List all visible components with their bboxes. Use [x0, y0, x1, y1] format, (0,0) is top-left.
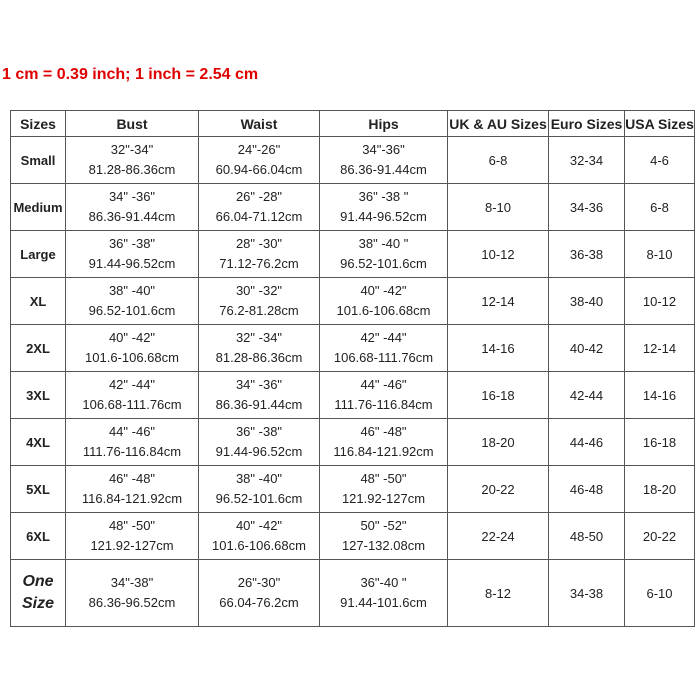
table-row	[11, 184, 695, 231]
hips-inches: 48" -50"	[360, 471, 407, 486]
bust-inches: 48" -50"	[108, 518, 156, 533]
hips-inches: 40" -42"	[360, 283, 407, 298]
waist-inches: 34" -36"	[235, 377, 283, 392]
size-name-cell: Small	[11, 137, 66, 184]
bust-centimeters: 86.36-96.52cm	[88, 595, 176, 610]
usa-size-cell: 20-22	[625, 513, 695, 560]
bust-inches: 42" -44"	[108, 377, 156, 392]
table-row	[11, 278, 695, 325]
usa-size-cell: 18-20	[625, 466, 695, 513]
header-uk-au-sizes: UK & AU Sizes	[448, 111, 549, 137]
unit-conversion-note: 1 cm = 0.39 inch; 1 inch = 2.54 cm	[2, 66, 259, 83]
size-name-cell: 5XL	[11, 466, 66, 513]
hips-inches: 42" -44"	[360, 330, 407, 345]
bust-centimeters: 101.6-106.68cm	[85, 350, 179, 365]
header-waist: Waist	[199, 111, 320, 137]
waist-cell	[199, 372, 320, 419]
bust-inches: 32"-34"	[110, 142, 154, 157]
uk-au-size-cell: 16-18	[448, 372, 549, 419]
size-chart-table	[10, 110, 695, 627]
bust-centimeters: 86.36-91.44cm	[88, 209, 176, 224]
usa-size-cell: 12-14	[625, 325, 695, 372]
hips-cell	[320, 278, 448, 325]
bust-centimeters: 116.84-121.92cm	[81, 491, 183, 506]
waist-centimeters: 66.04-76.2cm	[219, 595, 299, 610]
bust-inches: 38" -40"	[108, 283, 156, 298]
hips-centimeters: 121.92-127cm	[341, 491, 426, 506]
waist-inches: 26"-30"	[237, 575, 281, 590]
uk-au-size-cell: 22-24	[448, 513, 549, 560]
hips-centimeters: 91.44-96.52cm	[340, 209, 427, 224]
uk-au-size-cell: 20-22	[448, 466, 549, 513]
hips-cell	[320, 137, 448, 184]
bust-cell	[66, 466, 199, 513]
waist-cell	[199, 513, 320, 560]
hips-centimeters: 101.6-106.68cm	[336, 303, 431, 318]
bust-inches: 34"-38"	[110, 575, 154, 590]
bust-centimeters: 91.44-96.52cm	[88, 256, 176, 271]
waist-centimeters: 60.94-66.04cm	[215, 162, 303, 177]
hips-inches: 36" -38 "	[358, 189, 409, 204]
hips-centimeters: 96.52-101.6cm	[340, 256, 427, 271]
waist-centimeters: 71.12-76.2cm	[219, 256, 299, 271]
bust-cell	[66, 278, 199, 325]
hips-inches: 38" -40 "	[358, 236, 409, 251]
uk-au-size-cell: 14-16	[448, 325, 549, 372]
euro-size-cell: 48-50	[549, 513, 625, 560]
header-usa-sizes: USA Sizes	[625, 111, 695, 137]
bust-centimeters: 111.76-116.84cm	[82, 444, 182, 459]
hips-centimeters: 91.44-101.6cm	[340, 595, 427, 610]
hips-cell	[320, 466, 448, 513]
waist-cell	[199, 325, 320, 372]
waist-centimeters: 91.44-96.52cm	[215, 444, 303, 459]
usa-size-cell: 16-18	[625, 419, 695, 466]
waist-cell	[199, 137, 320, 184]
waist-centimeters: 101.6-106.68cm	[212, 538, 306, 553]
table-row	[11, 466, 695, 513]
waist-cell	[199, 560, 320, 627]
hips-cell	[320, 419, 448, 466]
waist-inches: 36" -38"	[235, 424, 283, 439]
waist-cell	[199, 419, 320, 466]
table-row	[11, 419, 695, 466]
bust-cell	[66, 325, 199, 372]
usa-size-cell: 6-8	[625, 184, 695, 231]
uk-au-size-cell: 18-20	[448, 419, 549, 466]
euro-size-cell: 34-38	[549, 560, 625, 627]
waist-centimeters: 96.52-101.6cm	[215, 491, 303, 506]
uk-au-size-cell: 10-12	[448, 231, 549, 278]
bust-cell	[66, 184, 199, 231]
waist-centimeters: 86.36-91.44cm	[215, 397, 303, 412]
size-name-cell: 6XL	[11, 513, 66, 560]
uk-au-size-cell: 12-14	[448, 278, 549, 325]
hips-centimeters: 86.36-91.44cm	[340, 162, 427, 177]
waist-cell	[199, 184, 320, 231]
usa-size-cell: 10-12	[625, 278, 695, 325]
bust-inches: 40" -42"	[108, 330, 156, 345]
waist-centimeters: 76.2-81.28cm	[219, 303, 299, 318]
table-row	[11, 137, 695, 184]
bust-cell	[66, 137, 199, 184]
waist-centimeters: 81.28-86.36cm	[215, 350, 303, 365]
table-row	[11, 231, 695, 278]
waist-inches: 40" -42"	[235, 518, 283, 533]
hips-inches: 36"-40 "	[360, 575, 407, 590]
hips-cell	[320, 325, 448, 372]
waist-inches: 30" -32"	[235, 283, 283, 298]
hips-centimeters: 111.76-116.84cm	[334, 397, 433, 412]
hips-inches: 50" -52"	[360, 518, 407, 533]
bust-centimeters: 81.28-86.36cm	[88, 162, 176, 177]
euro-size-cell: 32-34	[549, 137, 625, 184]
uk-au-size-cell: 8-10	[448, 184, 549, 231]
table-row	[11, 513, 695, 560]
waist-centimeters: 66.04-71.12cm	[215, 209, 303, 224]
header-row	[11, 111, 695, 137]
uk-au-size-cell: 6-8	[448, 137, 549, 184]
size-name-cell: One Size	[11, 560, 66, 627]
euro-size-cell: 42-44	[549, 372, 625, 419]
hips-cell	[320, 231, 448, 278]
waist-inches: 32" -34"	[235, 330, 283, 345]
table-row	[11, 560, 695, 627]
size-name-cell: Large	[11, 231, 66, 278]
header-bust: Bust	[66, 111, 199, 137]
bust-inches: 46" -48"	[108, 471, 156, 486]
usa-size-cell: 6-10	[625, 560, 695, 627]
waist-cell	[199, 466, 320, 513]
bust-inches: 36" -38"	[108, 236, 156, 251]
size-name-cell: 3XL	[11, 372, 66, 419]
table-row	[11, 325, 695, 372]
euro-size-cell: 40-42	[549, 325, 625, 372]
bust-cell	[66, 231, 199, 278]
bust-centimeters: 121.92-127cm	[90, 538, 174, 553]
waist-inches: 28" -30"	[235, 236, 283, 251]
size-name-cell: XL	[11, 278, 66, 325]
hips-cell	[320, 513, 448, 560]
size-name-cell: Medium	[11, 184, 66, 231]
euro-size-cell: 34-36	[549, 184, 625, 231]
bust-inches: 44" -46"	[108, 424, 156, 439]
size-name-cell: 2XL	[11, 325, 66, 372]
euro-size-cell: 44-46	[549, 419, 625, 466]
header-hips: Hips	[320, 111, 448, 137]
euro-size-cell: 46-48	[549, 466, 625, 513]
bust-cell	[66, 372, 199, 419]
hips-inches: 46" -48"	[360, 424, 407, 439]
hips-cell	[320, 372, 448, 419]
bust-centimeters: 96.52-101.6cm	[88, 303, 176, 318]
header-euro-sizes: Euro Sizes	[549, 111, 625, 137]
header-sizes: Sizes	[11, 111, 66, 137]
bust-cell	[66, 560, 199, 627]
hips-cell	[320, 560, 448, 627]
hips-cell	[320, 184, 448, 231]
waist-inches: 38" -40"	[235, 471, 283, 486]
hips-centimeters: 116.84-121.92cm	[333, 444, 434, 459]
waist-cell	[199, 231, 320, 278]
uk-au-size-cell: 8-12	[448, 560, 549, 627]
usa-size-cell: 4-6	[625, 137, 695, 184]
hips-centimeters: 127-132.08cm	[341, 538, 426, 553]
size-name-cell: 4XL	[11, 419, 66, 466]
bust-centimeters: 106.68-111.76cm	[82, 397, 182, 412]
hips-inches: 44" -46"	[360, 377, 407, 392]
waist-inches: 24"-26"	[237, 142, 281, 157]
waist-inches: 26" -28"	[235, 189, 283, 204]
bust-inches: 34" -36"	[108, 189, 156, 204]
usa-size-cell: 8-10	[625, 231, 695, 278]
hips-centimeters: 106.68-111.76cm	[333, 350, 434, 365]
bust-cell	[66, 513, 199, 560]
usa-size-cell: 14-16	[625, 372, 695, 419]
waist-cell	[199, 278, 320, 325]
euro-size-cell: 36-38	[549, 231, 625, 278]
euro-size-cell: 38-40	[549, 278, 625, 325]
bust-cell	[66, 419, 199, 466]
hips-inches: 34"-36"	[362, 142, 405, 157]
table-row	[11, 372, 695, 419]
